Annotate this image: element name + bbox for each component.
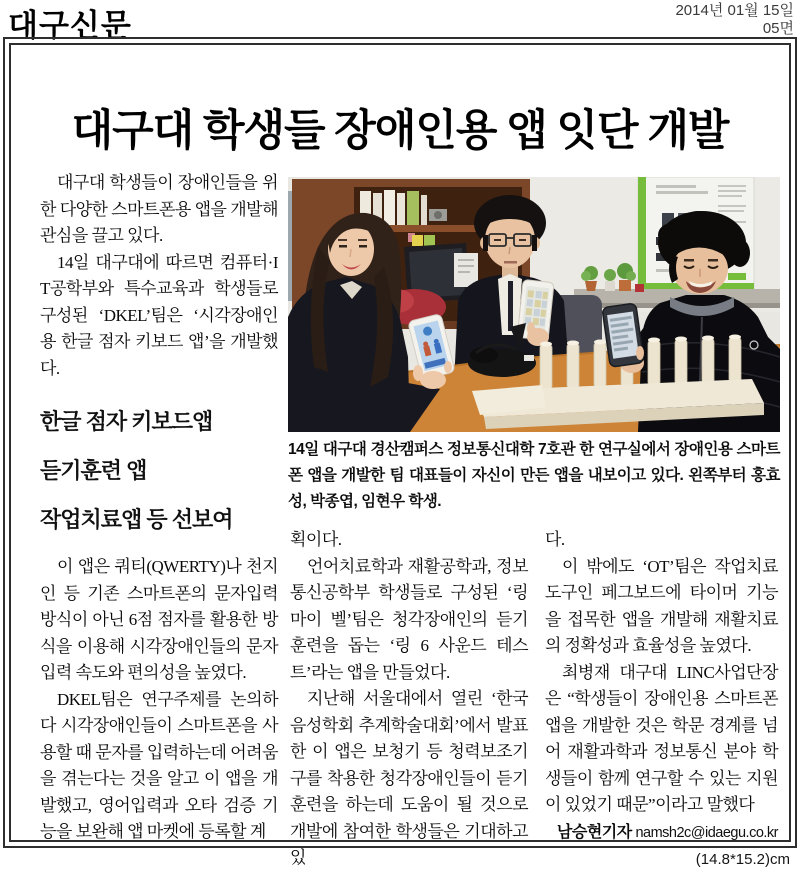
scan-size-note: (14.8*15.2)cm <box>695 851 790 868</box>
reporter-name: 남승현기자 <box>556 823 632 841</box>
body-paragraph: 획이다. <box>290 530 342 549</box>
body-paragraph: 14일 대구대에 따르면 컴퓨터·IT공학부와 특수교육과 학생들로 구성된 ‘DKEL’팀은 ‘시각장애인용 한글 점자 키보드 앱’을 개발했다. <box>40 252 278 378</box>
newspaper-logo: 대구신문 <box>8 8 132 43</box>
body-paragraph: 다. <box>545 530 565 549</box>
article-headline: 대구대 학생들 장애인용 앱 잇단 개발 <box>71 107 729 155</box>
column-right <box>545 527 778 846</box>
column-middle <box>290 527 528 872</box>
sub-headline <box>40 397 278 544</box>
sub-headline-line: 한글 점자 키보드앱 <box>40 409 213 434</box>
date-block <box>675 2 794 38</box>
issue-date: 2014년 01월 15일 <box>675 2 794 19</box>
body-paragraph: 최병재 대구대 LINC사업단장은 “학생들이 장애인용 스마트폰 앱을 개발한 것은 학문 경계를 넘어 재활과학과 정보통신 분야 학생들이 함께 연구할 수 있는 지원이 있었기 때문”이라고 말했다 <box>545 662 778 814</box>
body-paragraph: 이 밖에도 ‘OT’팀은 작업치료 도구인 페그보드에 타이머 기능을 접목한 앱을 개발해 재활치료의 정확성과 효율성을 높였다. <box>545 556 778 655</box>
sub-headline-line: 듣기훈련 앱 <box>40 458 147 483</box>
sub-headline-line: 작업치료앱 등 선보여 <box>40 507 233 532</box>
body-paragraph: DKEL팀은 연구주제를 논의하다 시각장애인들이 스마트폰을 사용할 때 문자를 입력하는데 어려움을 겪는다는 것을 알고 이 앱을 개발했고, 영어입력과 오타 검증 기능을 보완해 앱 마켓에 등록할 계 <box>40 689 278 841</box>
article-photo <box>288 177 780 432</box>
photo-caption: 14일 대구대 경산캠퍼스 정보통신대학 7호관 한 연구실에서 장애인용 스마트폰 앱을 개발한 팀 대표들이 자신이 만든 앱을 내보이고 있다. 왼쪽부터 홍효성, 박종엽, 임현우 학생. <box>288 441 780 510</box>
reporter-email: namsh2c@idaegu.co.kr <box>635 824 778 841</box>
body-paragraph: 지난해 서울대에서 열린 ‘한국음성학회 추계학술대회’에서 발표한 이 앱은 보청기 등 청력보조기구를 착용한 청각장애인들이 듣기 훈련을 하는데 도움이 될 것으로 개발에 참여한 학생들은 기대하고 있 <box>290 689 528 867</box>
byline <box>545 819 778 847</box>
column-left <box>40 170 278 846</box>
body-paragraph: 언어치료학과 재활공학과, 정보통신공학부 학생들로 구성된 ‘링 마이 벨’팀은 청각장애인의 듣기 훈련을 돕는 ‘링 6 사운드 테스트’라는 앱을 만들었다. <box>290 556 528 682</box>
body-paragraph: 대구대 학생들이 장애인들을 위한 다양한 스마트폰용 앱을 개발해 관심을 끌고 있다. <box>40 173 278 245</box>
body-paragraph: 이 앱은 쿼티(QWERTY)나 천지인 등 기존 스마트폰의 문자입력 방식이 아닌 6점 점자를 활용한 방식을 이용해 시각장애인들의 문자 입력 속도와 편의성을 높였다. <box>40 557 278 682</box>
page-number: 05면 <box>762 20 794 37</box>
